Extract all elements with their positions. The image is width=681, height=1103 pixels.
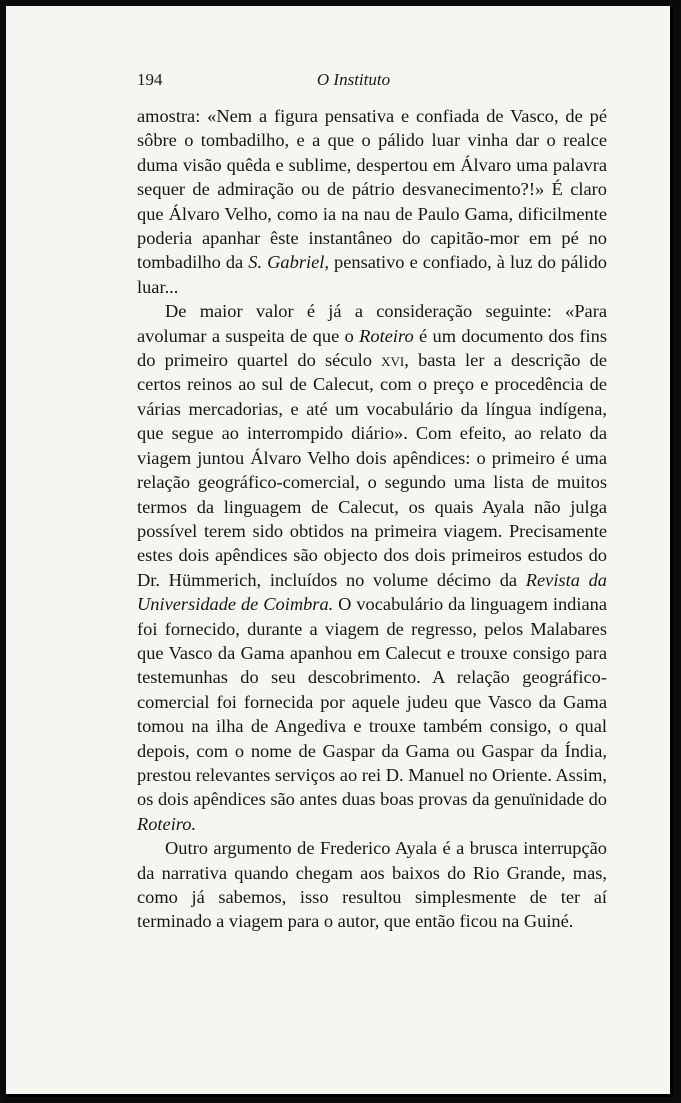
paragraph: [137, 104, 607, 299]
book-page: [6, 6, 673, 1097]
italic-text: Roteiro: [359, 325, 414, 346]
paragraph: [137, 836, 607, 934]
body-text: [137, 104, 607, 934]
text-run: é um documento dos fins do primeiro quartel do século: [137, 325, 607, 371]
italic-text: Roteiro.: [137, 813, 197, 834]
page-header: [137, 70, 570, 94]
running-title: O Instituto: [316, 70, 391, 89]
italic-text: Revista da Universidade de Coimbra.: [137, 569, 607, 615]
page-number: 194: [137, 70, 163, 89]
roman-numeral: xvi: [381, 350, 405, 371]
text-run: pensativo e confiado, à luz do pálido luar...: [137, 252, 608, 297]
text-run: O vocabulário da linguagem indiana foi fornecido, durante a viagem de regresso, pelos Malabares que Vasco da Gama apanhou em Calecut e trouxe consigo para testemunhas do seu descobrimento. A relação geográfico-comercial foi fornecida por aquele judeu que Vasco da Gama tomou na ilha de Angediva e trouxe também consigo, o qual depois, com o nome de Gaspar da Gama ou Gaspar da Índia, prestou relevantes serviços ao rei D. Manuel no Oriente. Assim, os dois apêndices são antes duas boas provas da genuïnidade do: [137, 594, 608, 810]
text-run: , basta ler a descrição de certos reinos ao sul de Calecut, com o preço e procedência de várias mercadorias, e até um vocabulário da língua indígena, que segue ao interrompido diário». Com efeito, ao relato da viagem juntou Álvaro Velho dois apêndices: o primeiro é uma relação geográfico-comercial, o segundo uma lista de muitos termos da linguagem de Calecut, os quais Ayala não julga possível terem sido obtidos na primeira viagem. Precisamente estes dois apêndices são objecto dos dois primeiros estudos do Dr. Hümmerich, incluídos no volume décimo da: [137, 350, 607, 590]
paragraph: [137, 299, 607, 836]
italic-text: S. Gabriel,: [248, 252, 329, 273]
text-run: Outro argumento de Frederico Ayala é a brusca interrupção da narrativa quando chegam aos baixos do Rio Grande, mas, como já sabemos, isso resultou simplesmente de ter aí terminado a viagem para o autor, que então ficou na Guiné.: [137, 838, 607, 932]
text-run: amostra: «Nem a figura pensativa e confiada de Vasco, de pé sôbre o tombadilho, e a que o pálido luar vinha dar o realce duma visão quêda e sublime, despertou em Álvaro uma palavra sequer de admiração ou de pátrio desvanecimento?!» É claro que Álvaro Velho, como ia na nau de Paulo Gama, dificilmente poderia apanhar êste instantâneo do capitão-mor em pé no tombadilho da: [137, 106, 607, 273]
text-run: De maior valor é já a consideração seguinte: «Para avolumar a suspeita de que o: [137, 301, 607, 346]
